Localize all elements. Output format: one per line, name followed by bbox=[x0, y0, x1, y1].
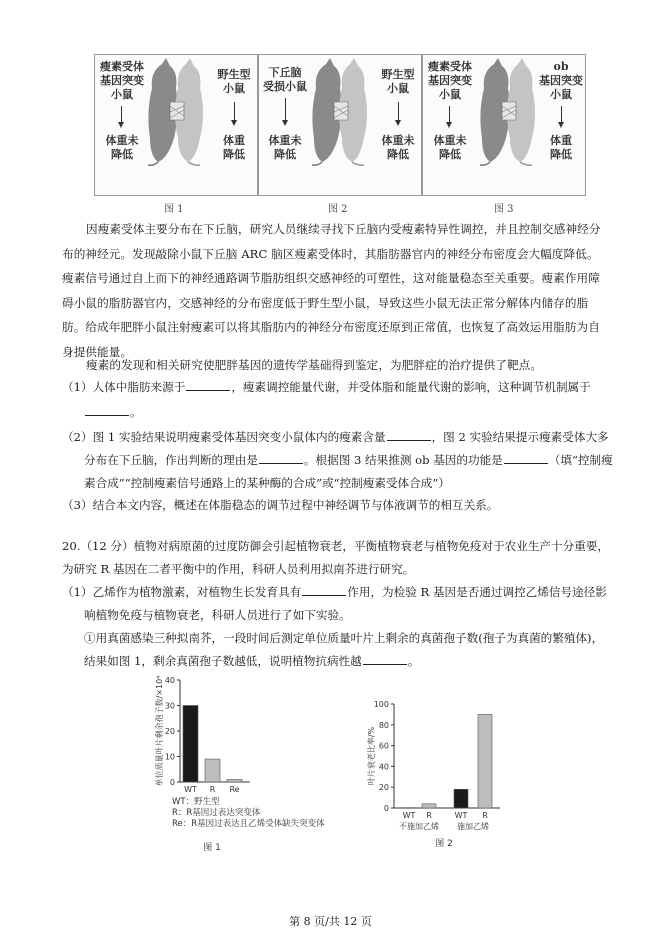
q20-part1-line3: ①用真菌感染三种拟南芥，一段时间后测定单位质量叶片上剩余的真菌孢子数(孢子为真菌的繁殖体)， bbox=[84, 631, 604, 645]
group-label: 施加乙烯 bbox=[457, 822, 489, 831]
q20-part1-text-f: 。 bbox=[407, 654, 420, 668]
panel3-right-arrow bbox=[561, 106, 562, 126]
panel1-right-result: 体重 降低 bbox=[223, 134, 245, 161]
group-label: 不施加乙烯 bbox=[399, 822, 439, 831]
answer-blank[interactable] bbox=[259, 451, 303, 464]
bar-施加乙烯-WT bbox=[454, 789, 468, 808]
mice-illustration-3 bbox=[472, 58, 544, 168]
q19-part2-text-c: 分布在下丘脑，作出判断的理由是 bbox=[84, 453, 258, 467]
chart1-caption: 图 1 bbox=[203, 843, 221, 853]
panel1-right-label: 野生型 小鼠 bbox=[217, 68, 251, 95]
q20-intro-line2: 为研究 R 基因在二者平衡中的作用，科研人员利用拟南芥进行研究。 bbox=[62, 562, 415, 576]
panel2-left-result: 体重未 降低 bbox=[268, 134, 302, 161]
mice-illustration-2 bbox=[304, 58, 376, 168]
x-tick-label: R bbox=[482, 811, 488, 820]
mice-illustration-1 bbox=[140, 58, 212, 168]
y-tick-label: 0 bbox=[169, 778, 175, 787]
q19-part1-text-b: ，瘦素调控能量代谢，并受体脂和能量代谢的影响，这种调节机制属于 bbox=[231, 380, 591, 394]
panel3-right-label: ob 基因突变 小鼠 bbox=[539, 60, 583, 101]
q20-intro-line1: 20.（12 分）植物对病原菌的过度防御会引起植物衰老，平衡植物衰老与植物免疫对于农业生产十分重要， bbox=[62, 539, 610, 553]
q19-part2-text-a: （2）图 1 实验结果说明瘦素受体基因突变小鼠体内的瘦素含量 bbox=[62, 430, 386, 444]
q19-part3: （3）结合本文内容，概述在体脂稳态的调节过程中神经调节与体液调节的相互关系。 bbox=[62, 498, 499, 512]
y-axis-label: 单位质量叶片剩余孢子数/×10⁴ bbox=[155, 675, 164, 787]
y-tick-label: 40 bbox=[378, 762, 389, 772]
legend-entry: R：R基因过表达突变体 bbox=[172, 808, 261, 818]
q19-part2-text-b: ，图 2 实验结果提示瘦素受体大多 bbox=[431, 430, 609, 444]
x-tick-label: WT bbox=[184, 785, 197, 794]
q20-part1-text-a: （1）乙烯作为植物激素，对植物生长发育具有 bbox=[62, 585, 302, 599]
panel1-left-result: 体重未 降低 bbox=[105, 134, 139, 161]
chart-fig1-spore-count bbox=[140, 674, 370, 854]
panel2-right-arrow bbox=[398, 102, 399, 124]
y-tick-label: 40 bbox=[164, 676, 175, 685]
bar-不施加乙烯-WT bbox=[402, 808, 416, 809]
q20-part1-text-b: 作用，为检验 R 基因是否通过调控乙烯信号途径影 bbox=[347, 585, 607, 599]
panel2-right-result: 体重未 降低 bbox=[381, 134, 415, 161]
y-tick-label: 100 bbox=[373, 700, 389, 709]
q20-part1-text-e: 结果如图 1，剩余真菌孢子数越低，说明植物抗病性越 bbox=[84, 654, 362, 668]
y-tick-label: 20 bbox=[164, 727, 175, 736]
q19-part2-text-e: （填“控制瘦 bbox=[548, 453, 613, 467]
x-tick-label: WT bbox=[454, 811, 468, 820]
page-footer: 第 8 页/共 12 页 bbox=[289, 915, 372, 928]
answer-blank[interactable] bbox=[504, 451, 548, 464]
y-tick-label: 30 bbox=[164, 701, 175, 711]
x-tick-label: Re bbox=[229, 785, 240, 794]
x-tick-label: WT bbox=[402, 811, 416, 820]
bar-施加乙烯-R bbox=[478, 714, 492, 808]
bar-WT bbox=[183, 706, 198, 783]
figure2-caption: 图 2 bbox=[328, 204, 348, 215]
bar-Re bbox=[227, 779, 242, 782]
x-tick-label: R bbox=[209, 785, 216, 794]
q19-part2-line2 bbox=[84, 449, 613, 472]
answer-blank[interactable] bbox=[387, 428, 431, 441]
q20-part1-line2: 响植物免疫与植物衰老，科研人员进行了如下实验。 bbox=[84, 608, 351, 622]
q20-part1-line1 bbox=[62, 581, 607, 604]
legend-entry: WT：野生型 bbox=[172, 797, 220, 807]
y-tick-label: 60 bbox=[378, 741, 389, 751]
passage-paragraph-1: 因瘦素受体主要分布在下丘脑，研究人员继续寻找下丘脑内受瘦素特异性调控，并且控制交感神经分布的神经元。发现敲除小鼠下丘脑 ARC 脑区瘦素受体时，其脂肪器官内的神经分布密度会大幅度降低。瘦素信号通过自上而下的神经通路调节脂肪组织交感神经的可塑性，这对能量稳态至关重要。瘦素作用障碍小鼠的脂肪器官内，交感神经的分布密度低于野生型小鼠，导致这些小鼠无法正常分解体内储存的脂肪。给成年肥胖小鼠注射瘦素可以将其脂肪内的神经分布密度还原到正常值，也恢复了高效运用脂肪为自身提供能量。 bbox=[62, 222, 601, 359]
bar-R bbox=[205, 759, 220, 782]
q19-part1 bbox=[62, 376, 602, 399]
chart-fig2-senescence-rate bbox=[358, 690, 518, 850]
q19-part2-text-d: 。根据图 3 结果推测 ob 基因的功能是 bbox=[303, 453, 503, 467]
q20-part1-line4 bbox=[84, 650, 419, 673]
answer-blank[interactable] bbox=[363, 652, 407, 665]
q19-part1-cont bbox=[84, 401, 142, 424]
legend-entry: Re：R基因过表达且乙烯受体缺失突变体 bbox=[172, 819, 325, 829]
panel2-left-label: 下丘脑 受损小鼠 bbox=[263, 66, 307, 93]
y-tick-label: 0 bbox=[383, 804, 389, 813]
bar-不施加乙烯-R bbox=[422, 804, 436, 808]
panel2-right-label: 野生型 小鼠 bbox=[381, 68, 415, 95]
panel3-left-label: 瘦素受体 基因突变 小鼠 bbox=[428, 60, 472, 101]
y-tick-label: 20 bbox=[378, 783, 389, 793]
q19-part2-text-f: 素合成”“控制瘦素信号通路上的某种酶的合成”或“控制瘦素受体合成”） bbox=[84, 476, 450, 490]
q19-part1-text-a: （1）人体中脂肪来源于 bbox=[62, 380, 186, 394]
figure3-caption: 图 3 bbox=[494, 204, 514, 215]
panel3-right-result: 体重 降低 bbox=[550, 134, 572, 161]
panel3-left-result: 体重未 降低 bbox=[433, 134, 467, 161]
answer-blank[interactable] bbox=[302, 583, 346, 596]
passage-paragraph-2: 瘦素的发现和相关研究使肥胖基因的遗传学基础得到鉴定，为肥胖症的治疗提供了靶点。 bbox=[86, 358, 543, 372]
answer-blank[interactable] bbox=[85, 403, 129, 416]
y-tick-label: 80 bbox=[378, 720, 389, 730]
q19-part1-text-c: 。 bbox=[130, 405, 142, 419]
y-tick-label: 10 bbox=[164, 752, 175, 762]
panel1-left-arrow bbox=[121, 106, 122, 126]
q19-part2-line3 bbox=[84, 472, 450, 495]
answer-blank[interactable] bbox=[186, 378, 230, 391]
chart2-caption: 图 2 bbox=[435, 839, 453, 849]
y-axis-label: 叶片衰老比率/% bbox=[367, 726, 376, 786]
panel2-left-arrow bbox=[285, 98, 286, 124]
x-tick-label: R bbox=[426, 811, 432, 820]
q19-part2 bbox=[62, 426, 622, 449]
panel1-right-arrow bbox=[234, 102, 235, 124]
panel3-left-arrow bbox=[449, 106, 450, 126]
panel1-left-label: 瘦素受体 基因突变 小鼠 bbox=[100, 60, 144, 101]
figure1-caption: 图 1 bbox=[164, 204, 184, 215]
